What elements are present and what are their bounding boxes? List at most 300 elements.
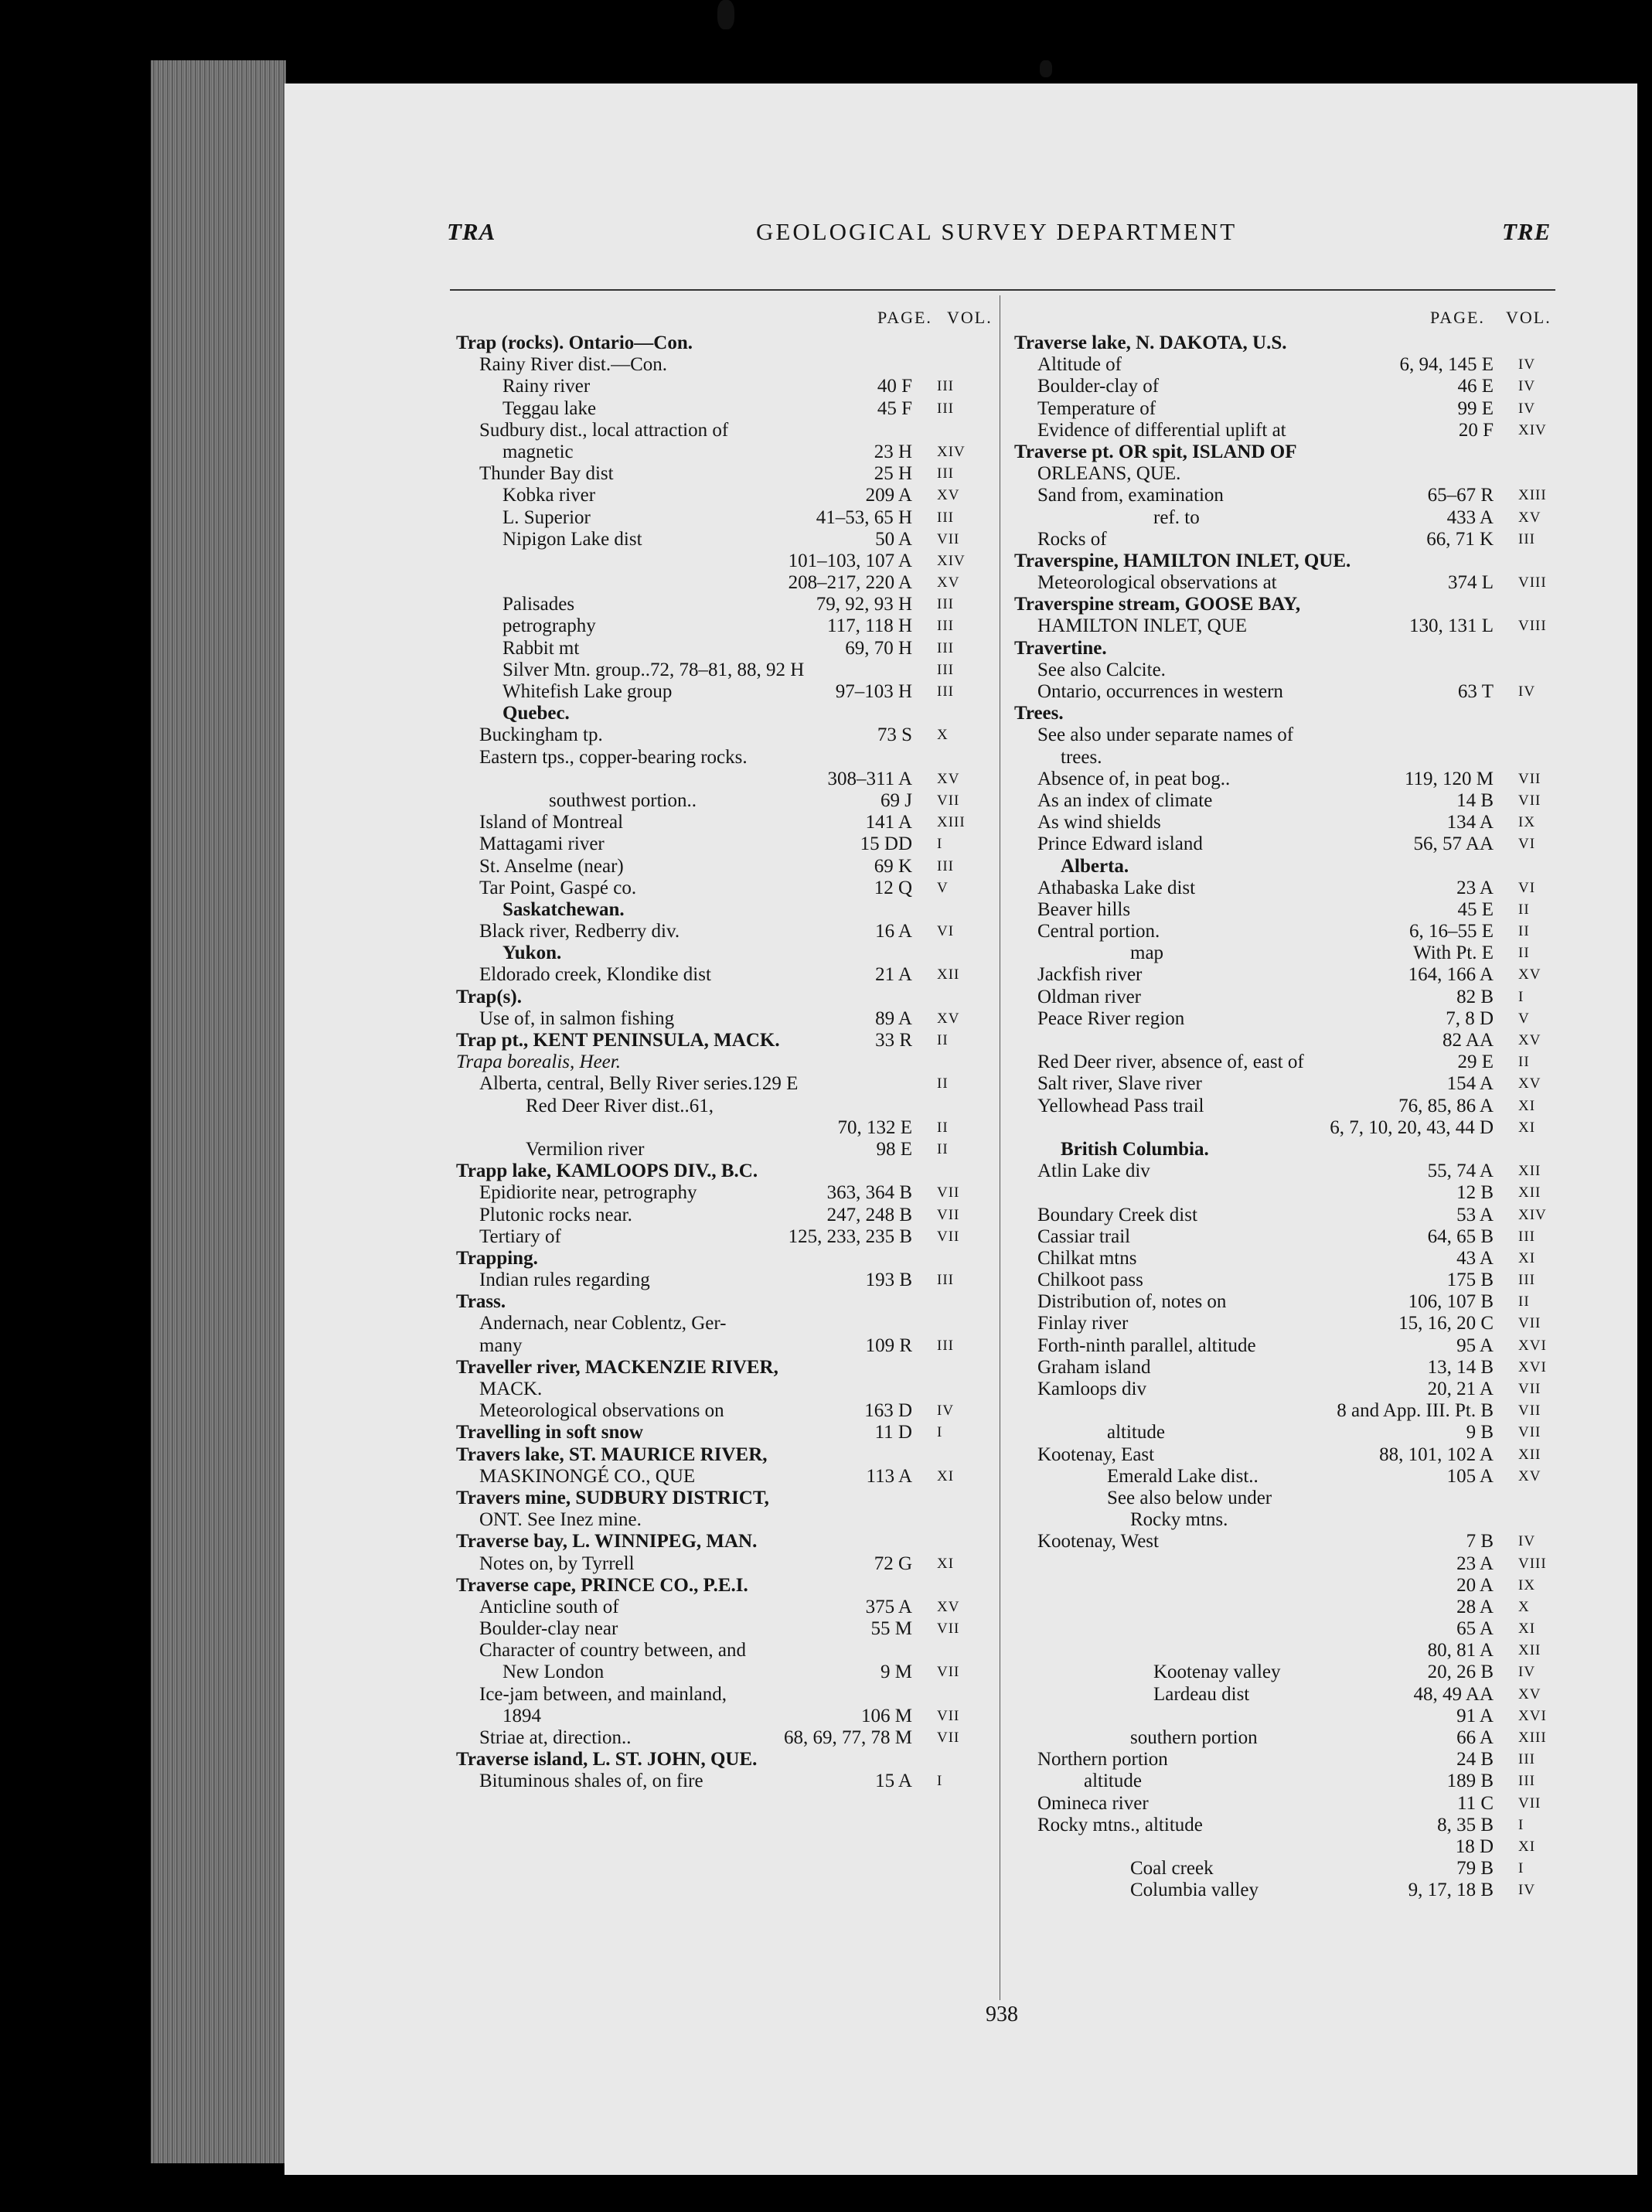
entry-text: Beaver hills bbox=[1037, 898, 1131, 920]
index-entry bbox=[456, 878, 989, 899]
entry-text: altitude bbox=[1084, 1771, 1142, 1792]
index-entry bbox=[456, 1335, 989, 1357]
index-entry bbox=[456, 1444, 989, 1466]
entry-volume: XI bbox=[1518, 1097, 1536, 1114]
index-entry bbox=[456, 1291, 989, 1313]
index-entry bbox=[1014, 660, 1571, 681]
index-entry bbox=[456, 1357, 989, 1379]
entry-volume: IV bbox=[1518, 1664, 1536, 1681]
index-entry bbox=[456, 1205, 989, 1226]
entry-text: Trap(s). bbox=[456, 986, 522, 1007]
index-entry bbox=[456, 1618, 989, 1640]
index-entry bbox=[1014, 1662, 1571, 1683]
entry-volume: XIV bbox=[1518, 421, 1547, 438]
entry-text: Sand from, examination bbox=[1037, 485, 1224, 506]
entry-page-ref: 11 C bbox=[1457, 1792, 1494, 1814]
entry-page-ref: 154 A bbox=[1446, 1073, 1494, 1095]
index-entry bbox=[1014, 878, 1571, 899]
entry-text: Trap (rocks). Ontario—Con. bbox=[456, 332, 693, 353]
entry-page-ref: 23 A bbox=[1456, 877, 1494, 898]
entry-text: altitude bbox=[1107, 1422, 1165, 1443]
index-entry bbox=[1014, 1444, 1571, 1466]
entry-text: Traverse bay, L. WINNIPEG, MAN. bbox=[456, 1531, 758, 1552]
entry-volume: VII bbox=[937, 1707, 960, 1724]
entry-text: Trapp lake, KAMLOOPS DIV., B.C. bbox=[456, 1161, 758, 1182]
entry-page-ref: 63 T bbox=[1457, 681, 1494, 702]
entry-page-ref: 29 E bbox=[1457, 1051, 1494, 1073]
entry-page-ref: 73 S bbox=[877, 724, 912, 746]
entry-page-ref: 55 M bbox=[870, 1618, 912, 1640]
entry-volume: I bbox=[1518, 1860, 1524, 1877]
entry-text: As an index of climate bbox=[1037, 789, 1213, 811]
entry-volume: III bbox=[1518, 1272, 1535, 1289]
entry-text: New London bbox=[502, 1662, 605, 1683]
entry-text: Peace River region bbox=[1037, 1007, 1185, 1029]
entry-page-ref: 9 B bbox=[1466, 1422, 1494, 1443]
entry-text: Red Deer River dist..61, bbox=[526, 1095, 714, 1116]
entry-volume: XV bbox=[937, 1010, 960, 1027]
index-entry bbox=[1014, 1466, 1571, 1488]
index-entry bbox=[456, 921, 989, 942]
entry-text: Indian rules regarding bbox=[479, 1270, 650, 1291]
entry-text: Chilkat mtns bbox=[1037, 1247, 1137, 1269]
scan-blemish bbox=[1040, 60, 1052, 77]
index-entry bbox=[456, 420, 989, 441]
entry-page-ref: 175 B bbox=[1446, 1270, 1494, 1291]
entry-volume: VI bbox=[1518, 879, 1536, 896]
index-entry bbox=[1014, 1836, 1571, 1858]
entry-text: Atlin Lake div bbox=[1037, 1161, 1150, 1182]
index-entry bbox=[1014, 1858, 1571, 1880]
entry-volume: XVI bbox=[1518, 1337, 1547, 1354]
index-entry bbox=[1014, 1815, 1571, 1836]
entry-text: Cassiar trail bbox=[1037, 1225, 1131, 1247]
index-entry bbox=[456, 769, 989, 790]
index-entry bbox=[1014, 1597, 1571, 1618]
entry-page-ref: 23 H bbox=[874, 441, 912, 462]
index-entry bbox=[456, 1400, 989, 1422]
entry-volume: III bbox=[937, 509, 954, 526]
index-entry bbox=[1014, 1117, 1571, 1139]
index-entry bbox=[1014, 485, 1571, 506]
entry-text: Trapping. bbox=[456, 1247, 538, 1269]
entry-page-ref: 70, 132 E bbox=[837, 1116, 912, 1138]
index-entry bbox=[1014, 942, 1571, 964]
entry-text: Rainy river bbox=[502, 376, 591, 397]
entry-volume: XIII bbox=[1518, 487, 1547, 504]
entry-volume: VI bbox=[937, 923, 955, 940]
entry-text: Forth-ninth parallel, altitude bbox=[1037, 1334, 1256, 1356]
entry-text: Traverse pt. OR spit, ISLAND OF bbox=[1014, 441, 1297, 462]
entry-page-ref: 69 J bbox=[880, 789, 912, 811]
index-entry bbox=[1014, 1139, 1571, 1161]
entry-page-ref: 69, 70 H bbox=[845, 637, 912, 659]
entry-page-ref: 25 H bbox=[874, 463, 912, 485]
index-entry bbox=[1014, 529, 1571, 550]
entry-text: Yellowhead Pass trail bbox=[1037, 1095, 1204, 1116]
entry-text: Columbia valley bbox=[1130, 1880, 1259, 1901]
entry-page-ref: 193 B bbox=[865, 1270, 912, 1291]
index-entry bbox=[456, 703, 989, 724]
index-entry bbox=[1014, 987, 1571, 1008]
index-entry bbox=[456, 660, 989, 681]
entry-text: Boundary Creek dist bbox=[1037, 1204, 1197, 1225]
entry-page-ref: 72 G bbox=[874, 1552, 912, 1574]
entry-volume: VIII bbox=[1518, 618, 1547, 635]
entry-volume: XVI bbox=[1518, 1707, 1547, 1724]
entry-text: Striae at, direction.. bbox=[479, 1727, 632, 1748]
index-entry bbox=[456, 1640, 989, 1662]
entry-page-ref: 247, 248 B bbox=[826, 1204, 912, 1225]
entry-volume: II bbox=[937, 1119, 949, 1136]
entry-volume: IX bbox=[1518, 1576, 1536, 1593]
entry-volume: II bbox=[937, 1075, 949, 1092]
index-entry bbox=[1014, 1226, 1571, 1248]
entry-page-ref: 20 F bbox=[1458, 419, 1494, 441]
index-entry bbox=[456, 1161, 989, 1182]
entry-page-ref: 65–67 R bbox=[1427, 485, 1494, 506]
index-entry bbox=[1014, 1771, 1571, 1792]
entry-text: British Columbia. bbox=[1061, 1138, 1209, 1160]
index-entry bbox=[1014, 1749, 1571, 1771]
entry-page-ref: 363, 364 B bbox=[826, 1182, 912, 1204]
entry-page-ref: 95 A bbox=[1456, 1334, 1494, 1356]
index-entry bbox=[1014, 572, 1571, 594]
right-page-col-header: PAGE. bbox=[1430, 308, 1485, 327]
entry-page-ref: 40 F bbox=[877, 376, 912, 397]
entry-text: Alberta. bbox=[1061, 855, 1129, 877]
entry-page-ref: 66 A bbox=[1456, 1727, 1494, 1748]
entry-text: Kamloops div bbox=[1037, 1379, 1146, 1399]
entry-page-ref: 7 B bbox=[1466, 1531, 1494, 1552]
index-entry bbox=[1014, 550, 1571, 572]
entry-volume: XI bbox=[1518, 1119, 1536, 1136]
entry-page-ref: With Pt. E bbox=[1413, 942, 1494, 964]
entry-text: Traverspine stream, GOOSE BAY, bbox=[1014, 594, 1301, 615]
entry-page-ref: 91 A bbox=[1456, 1705, 1494, 1726]
entry-page-ref: 14 B bbox=[1456, 789, 1494, 811]
entry-volume: V bbox=[1518, 1010, 1530, 1027]
entry-volume: XV bbox=[1518, 1032, 1541, 1048]
entry-text: Travelling in soft snow bbox=[456, 1422, 643, 1443]
index-entry bbox=[1014, 1096, 1571, 1117]
entry-page-ref: 433 A bbox=[1446, 506, 1494, 528]
entry-text: Temperature of bbox=[1037, 397, 1156, 419]
entry-volume: III bbox=[937, 618, 954, 635]
entry-text: Traverspine, HAMILTON INLET, QUE. bbox=[1014, 550, 1351, 571]
entry-page-ref: 134 A bbox=[1446, 812, 1494, 833]
entry-volume: VII bbox=[1518, 1381, 1541, 1397]
entry-page-ref: 12 B bbox=[1456, 1182, 1494, 1204]
right-vol-col-header: VOL. bbox=[1506, 308, 1552, 327]
entry-text: Island of Montreal bbox=[479, 812, 624, 833]
entry-volume: X bbox=[1518, 1598, 1530, 1615]
entry-volume: II bbox=[1518, 945, 1530, 962]
entry-text: Use of, in salmon fishing bbox=[479, 1007, 675, 1029]
entry-volume: III bbox=[937, 857, 954, 874]
entry-volume: VII bbox=[1518, 1315, 1541, 1332]
entry-text: ORLEANS, QUE. bbox=[1037, 463, 1181, 485]
entry-text: Eastern tps., copper-bearing rocks. bbox=[479, 746, 748, 768]
index-entry bbox=[456, 899, 989, 921]
entry-page-ref: 163 D bbox=[864, 1400, 912, 1422]
index-entry bbox=[456, 529, 989, 550]
index-entry bbox=[456, 1531, 989, 1552]
entry-text: Travertine. bbox=[1014, 637, 1107, 659]
entry-text: Altitude of bbox=[1037, 354, 1122, 376]
entry-volume: IV bbox=[1518, 400, 1536, 417]
entry-text: Northern portion bbox=[1037, 1749, 1168, 1771]
index-entry bbox=[456, 398, 989, 420]
entry-text: MASKINONGÉ CO., QUE bbox=[479, 1465, 696, 1487]
entry-page-ref: 16 A bbox=[875, 921, 912, 942]
index-entry bbox=[456, 1727, 989, 1749]
entry-volume: VII bbox=[937, 1206, 960, 1223]
index-entry bbox=[1014, 921, 1571, 942]
index-entry bbox=[1014, 856, 1571, 878]
entry-page-ref: 69 K bbox=[874, 855, 912, 877]
entry-text: Teggau lake bbox=[502, 397, 597, 419]
entry-page-ref: 15, 16, 20 C bbox=[1398, 1313, 1494, 1334]
entry-volume: XII bbox=[1518, 1642, 1541, 1659]
entry-volume: V bbox=[937, 879, 949, 896]
entry-page-ref: 82 B bbox=[1456, 986, 1494, 1007]
scan-blemish bbox=[717, 0, 734, 29]
index-entry bbox=[1014, 833, 1571, 855]
entry-page-ref: 43 A bbox=[1456, 1247, 1494, 1269]
index-entry bbox=[456, 1488, 989, 1509]
entry-text: Red Deer river, absence of, east of bbox=[1037, 1051, 1304, 1073]
entry-text: Trees. bbox=[1014, 703, 1064, 724]
entry-page-ref: 106, 107 B bbox=[1408, 1291, 1494, 1313]
index-entry bbox=[456, 1030, 989, 1051]
entry-page-ref: 45 E bbox=[1457, 898, 1494, 920]
index-entry bbox=[1014, 1291, 1571, 1313]
entry-text: Kobka river bbox=[502, 485, 596, 506]
index-entry bbox=[456, 1270, 989, 1291]
entry-volume: XII bbox=[937, 966, 960, 983]
entry-text: Prince Edward island bbox=[1037, 833, 1203, 855]
entry-text: Rabbit mt bbox=[502, 637, 580, 659]
index-entry bbox=[1014, 1684, 1571, 1706]
entry-volume: XIV bbox=[937, 552, 966, 569]
entry-text: Quebec. bbox=[502, 703, 570, 724]
entry-text: Oldman river bbox=[1037, 986, 1141, 1007]
entry-page-ref: 98 E bbox=[876, 1138, 912, 1160]
entry-volume: XII bbox=[1518, 1163, 1541, 1180]
entry-volume: VIII bbox=[1518, 574, 1547, 591]
entry-page-ref: 46 E bbox=[1457, 376, 1494, 397]
entry-volume: XI bbox=[937, 1467, 955, 1484]
entry-text: L. Superior bbox=[502, 506, 591, 528]
index-entry bbox=[1014, 1727, 1571, 1749]
index-entry bbox=[1014, 703, 1571, 724]
entry-text: Omineca river bbox=[1037, 1792, 1149, 1814]
index-entry bbox=[1014, 1379, 1571, 1400]
entry-text: many bbox=[479, 1334, 523, 1356]
index-entry bbox=[1014, 964, 1571, 986]
entry-text: Yukon. bbox=[502, 942, 562, 964]
index-entry bbox=[1014, 1640, 1571, 1662]
entry-volume: I bbox=[937, 1773, 943, 1790]
entry-text: Finlay river bbox=[1037, 1313, 1129, 1334]
entry-volume: IV bbox=[937, 1403, 955, 1420]
entry-text: Distribution of, notes on bbox=[1037, 1291, 1227, 1313]
entry-text: Trass. bbox=[456, 1291, 506, 1313]
entry-text: ref. to bbox=[1153, 506, 1200, 528]
index-entry bbox=[456, 1139, 989, 1161]
entry-volume: XIV bbox=[937, 443, 966, 460]
entry-text: See also below under bbox=[1107, 1487, 1272, 1508]
left-vol-col-header: VOL. bbox=[947, 308, 993, 327]
entry-text: Graham island bbox=[1037, 1356, 1151, 1378]
header-rule bbox=[450, 289, 1555, 291]
index-entry bbox=[1014, 769, 1571, 790]
entry-text: Athabaska Lake dist bbox=[1037, 877, 1196, 898]
entry-volume: IV bbox=[1518, 356, 1536, 373]
entry-volume: VII bbox=[1518, 792, 1541, 809]
entry-page-ref: 20, 21 A bbox=[1427, 1379, 1494, 1399]
index-entry bbox=[1014, 1030, 1571, 1051]
index-entry bbox=[1014, 1248, 1571, 1270]
entry-volume: III bbox=[937, 596, 954, 613]
index-entry bbox=[456, 485, 989, 506]
entry-volume: VIII bbox=[1518, 1555, 1547, 1572]
entry-volume: VII bbox=[937, 1664, 960, 1681]
entry-text: Boulder-clay of bbox=[1037, 376, 1160, 397]
entry-volume: III bbox=[937, 1272, 954, 1289]
entry-page-ref: 50 A bbox=[875, 528, 912, 550]
entry-volume: II bbox=[937, 1032, 949, 1048]
entry-volume: XV bbox=[1518, 966, 1541, 983]
index-entry bbox=[1014, 463, 1571, 485]
entry-page-ref: 6, 94, 145 E bbox=[1399, 354, 1494, 376]
entry-page-ref: 11 D bbox=[874, 1422, 912, 1443]
entry-text: HAMILTON INLET, QUE bbox=[1037, 615, 1248, 637]
entry-text: Epidiorite near, petrography bbox=[479, 1182, 697, 1204]
entry-text: Coal creek bbox=[1130, 1858, 1214, 1880]
index-entry bbox=[456, 572, 989, 594]
index-entry bbox=[456, 1466, 989, 1488]
entry-text: magnetic bbox=[502, 441, 574, 462]
entry-text: Andernach, near Coblentz, Ger- bbox=[479, 1313, 727, 1334]
index-entry bbox=[1014, 1793, 1571, 1815]
index-entry bbox=[1014, 1270, 1571, 1291]
entry-volume: VII bbox=[937, 530, 960, 547]
entry-page-ref: 99 E bbox=[1457, 397, 1494, 419]
entry-page-ref: 7, 8 D bbox=[1446, 1007, 1494, 1029]
index-entry bbox=[456, 354, 989, 376]
entry-page-ref: 6, 7, 10, 20, 43, 44 D bbox=[1330, 1116, 1494, 1138]
entry-page-ref: 105 A bbox=[1446, 1465, 1494, 1487]
index-entry bbox=[456, 1422, 989, 1443]
entry-volume: IX bbox=[1518, 814, 1536, 831]
entry-text: Boulder-clay near bbox=[479, 1618, 618, 1640]
entry-page-ref: 66, 71 K bbox=[1426, 528, 1494, 550]
index-entry bbox=[1014, 1073, 1571, 1095]
index-entry bbox=[1014, 1706, 1571, 1727]
entry-page-ref: 56, 57 AA bbox=[1413, 833, 1494, 855]
entry-page-ref: 12 Q bbox=[874, 877, 912, 898]
entry-text: Tertiary of bbox=[479, 1225, 561, 1247]
entry-volume: VII bbox=[937, 792, 960, 809]
entry-page-ref: 109 R bbox=[865, 1334, 912, 1356]
entry-text: See also Calcite. bbox=[1037, 659, 1166, 680]
index-entry bbox=[1014, 790, 1571, 812]
entry-text: Trap pt., KENT PENINSULA, MACK. bbox=[456, 1030, 780, 1051]
index-entry bbox=[456, 507, 989, 529]
entry-text: Nipigon Lake dist bbox=[502, 528, 642, 550]
index-entry bbox=[456, 747, 989, 769]
index-entry bbox=[456, 441, 989, 463]
entry-volume: I bbox=[1518, 1816, 1524, 1833]
index-entry bbox=[1014, 1357, 1571, 1379]
index-entry bbox=[456, 1575, 989, 1597]
index-entry bbox=[456, 812, 989, 833]
entry-text: Palisades bbox=[502, 594, 575, 615]
entry-text: Rocky mtns., altitude bbox=[1037, 1814, 1203, 1835]
entry-text: Emerald Lake dist.. bbox=[1107, 1465, 1259, 1487]
entry-text: 1894 bbox=[502, 1705, 541, 1726]
index-entry bbox=[456, 463, 989, 485]
entry-page-ref: 106 M bbox=[861, 1705, 912, 1726]
entry-page-ref: 130, 131 L bbox=[1408, 615, 1494, 637]
index-entry bbox=[456, 833, 989, 855]
index-entry bbox=[1014, 1509, 1571, 1531]
index-entry bbox=[456, 376, 989, 397]
entry-text: southern portion bbox=[1130, 1727, 1258, 1748]
entry-volume: II bbox=[1518, 1293, 1530, 1310]
index-entry bbox=[1014, 376, 1571, 397]
entry-volume: IV bbox=[1518, 378, 1536, 395]
entry-page-ref: 141 A bbox=[865, 812, 912, 833]
entry-page-ref: 125, 233, 235 B bbox=[788, 1225, 912, 1247]
index-entry bbox=[456, 1313, 989, 1334]
entry-volume: II bbox=[1518, 1054, 1530, 1071]
entry-volume: I bbox=[1518, 988, 1524, 1005]
entry-volume: IV bbox=[1518, 1882, 1536, 1899]
entry-volume: XI bbox=[937, 1555, 955, 1572]
index-entry bbox=[1014, 1161, 1571, 1182]
entry-text: Rainy River dist.—Con. bbox=[479, 354, 668, 376]
entry-page-ref: 68, 69, 77, 78 M bbox=[784, 1727, 912, 1748]
entry-text: Ontario, occurrences in western bbox=[1037, 681, 1283, 702]
running-head-title: GEOLOGICAL SURVEY DEPARTMENT bbox=[756, 218, 1238, 245]
entry-page-ref: 9, 17, 18 B bbox=[1408, 1880, 1494, 1901]
entry-text: Bituminous shales of, on fire bbox=[479, 1771, 703, 1792]
index-entry bbox=[1014, 1313, 1571, 1334]
entry-text: Salt river, Slave river bbox=[1037, 1073, 1202, 1095]
entry-page-ref: 308–311 A bbox=[827, 768, 912, 789]
entry-volume: XI bbox=[1518, 1621, 1536, 1638]
entry-text: Meteorological observations on bbox=[479, 1400, 724, 1422]
index-entry bbox=[1014, 398, 1571, 420]
entry-text: Trapa borealis, Heer. bbox=[456, 1051, 621, 1073]
entry-volume: XIV bbox=[1518, 1206, 1547, 1223]
index-entry bbox=[1014, 594, 1571, 615]
running-head-left: TRA bbox=[447, 218, 496, 245]
entry-volume: II bbox=[1518, 901, 1530, 918]
page-number: 938 bbox=[986, 2002, 1018, 2026]
entry-page-ref: 189 B bbox=[1446, 1771, 1494, 1792]
entry-volume: III bbox=[937, 465, 954, 482]
entry-text: Sudbury dist., local attraction of bbox=[479, 419, 729, 441]
entry-text: Silver Mtn. group..72, 78–81, 88, 92 H bbox=[502, 659, 805, 680]
entry-volume: VII bbox=[1518, 1424, 1541, 1441]
entry-volume: IV bbox=[1518, 683, 1536, 700]
index-entry bbox=[1014, 441, 1571, 463]
entry-volume: XV bbox=[937, 487, 960, 504]
